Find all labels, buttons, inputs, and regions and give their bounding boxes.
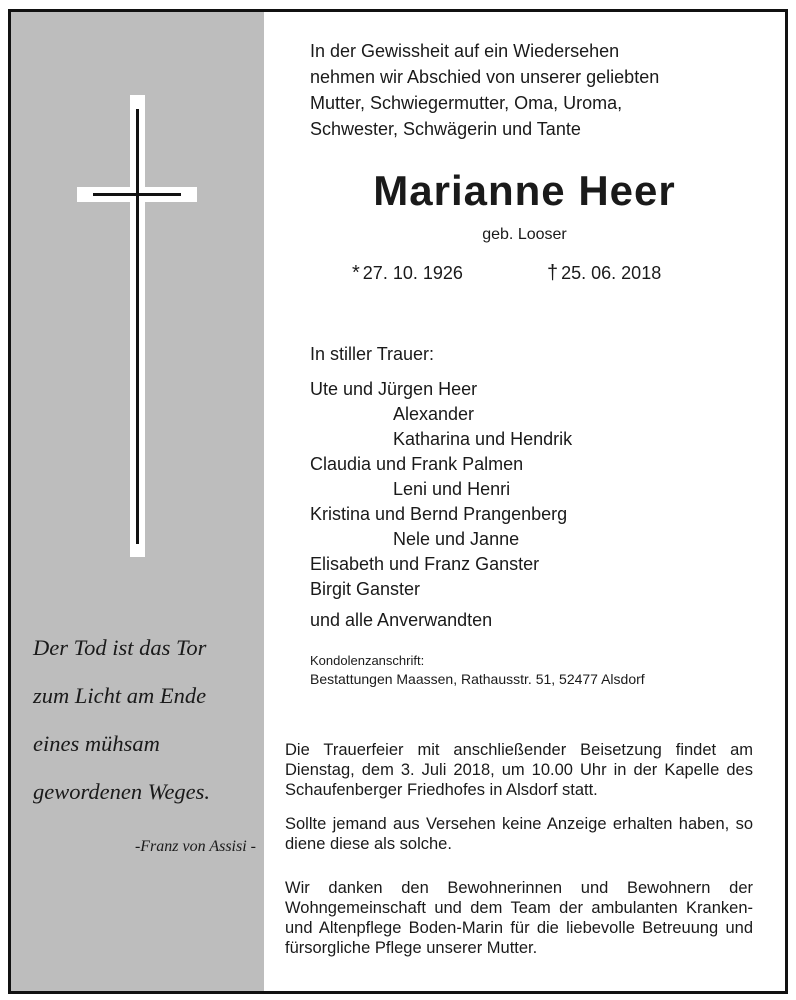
mourner-line: Leni und Henri <box>393 479 511 499</box>
thanks-text: Wir danken den Bewohnerinnen und Bewohnern der Wohngemeinschaft und dem Team der ambulanten Kranken- und Altenpflege Boden-Marin für die liebevolle Betreuung und fürsorgliche Pflege unserer Mutter. <box>285 879 753 957</box>
sidebar-panel <box>11 12 264 991</box>
intro-line: Schwester, Schwägerin und Tante <box>310 119 581 139</box>
birth-name: geb. Looser <box>482 226 567 243</box>
quote-line: Der Tod ist das Tor <box>33 635 207 660</box>
funeral-info: Die Trauerfeier mit anschließender Beisetzung findet am Dienstag, dem 3. Juli 2018, um 10.00 Uhr in der Kapelle des Schaufenberger Friedhofes in Alsdorf statt. <box>285 741 753 799</box>
mourners-list <box>310 342 572 633</box>
mourner-line: Katharina und Hendrik <box>393 429 573 449</box>
quote <box>33 632 258 824</box>
quote-line: zum Licht am Ende <box>33 683 207 708</box>
quote-line: gewordenen Weges. <box>33 779 211 804</box>
birth-date-value: 27. 10. 1926 <box>362 263 463 283</box>
mourners-heading: In stiller Trauer: <box>310 344 435 364</box>
dagger-icon: † <box>547 262 559 284</box>
deceased-name: Marianne Heer <box>373 167 676 214</box>
mourner-line: Ute und Jürgen Heer <box>310 379 478 399</box>
death-date <box>547 262 661 285</box>
birth-date <box>352 262 463 285</box>
mourner-line: und alle Anverwandten <box>310 610 493 630</box>
star-icon: * <box>352 262 360 284</box>
death-date-value: 25. 06. 2018 <box>561 263 662 283</box>
main-content <box>264 12 785 991</box>
mourner-line: Birgit Ganster <box>310 579 421 599</box>
quote-author: -Franz von Assisi - <box>134 838 256 855</box>
obituary-notice <box>8 9 788 994</box>
quote-line: eines mühsam <box>33 731 160 756</box>
mourner-line: Alexander <box>393 404 475 424</box>
notice-info: Sollte jemand aus Versehen keine Anzeige erhalten haben, so diene diese als solche. <box>285 815 753 853</box>
condolence-label: Kondolenzanschrift: <box>310 653 425 668</box>
condolence-address-value: Bestattungen Maassen, Rathausstr. 51, 52477 Alsdorf <box>310 671 645 687</box>
intro-text <box>310 38 659 142</box>
mourner-line: Claudia und Frank Palmen <box>310 454 524 474</box>
intro-line: In der Gewissheit auf ein Wiedersehen <box>310 41 620 61</box>
mourner-line: Elisabeth und Franz Ganster <box>310 554 540 574</box>
condolence-address <box>310 652 645 688</box>
mourner-line: Kristina und Bernd Prangenberg <box>310 504 568 524</box>
mourner-line: Nele und Janne <box>393 529 520 549</box>
intro-line: Mutter, Schwiegermutter, Oma, Uroma, <box>310 93 623 113</box>
intro-line: nehmen wir Abschied von unserer geliebten <box>310 67 660 87</box>
